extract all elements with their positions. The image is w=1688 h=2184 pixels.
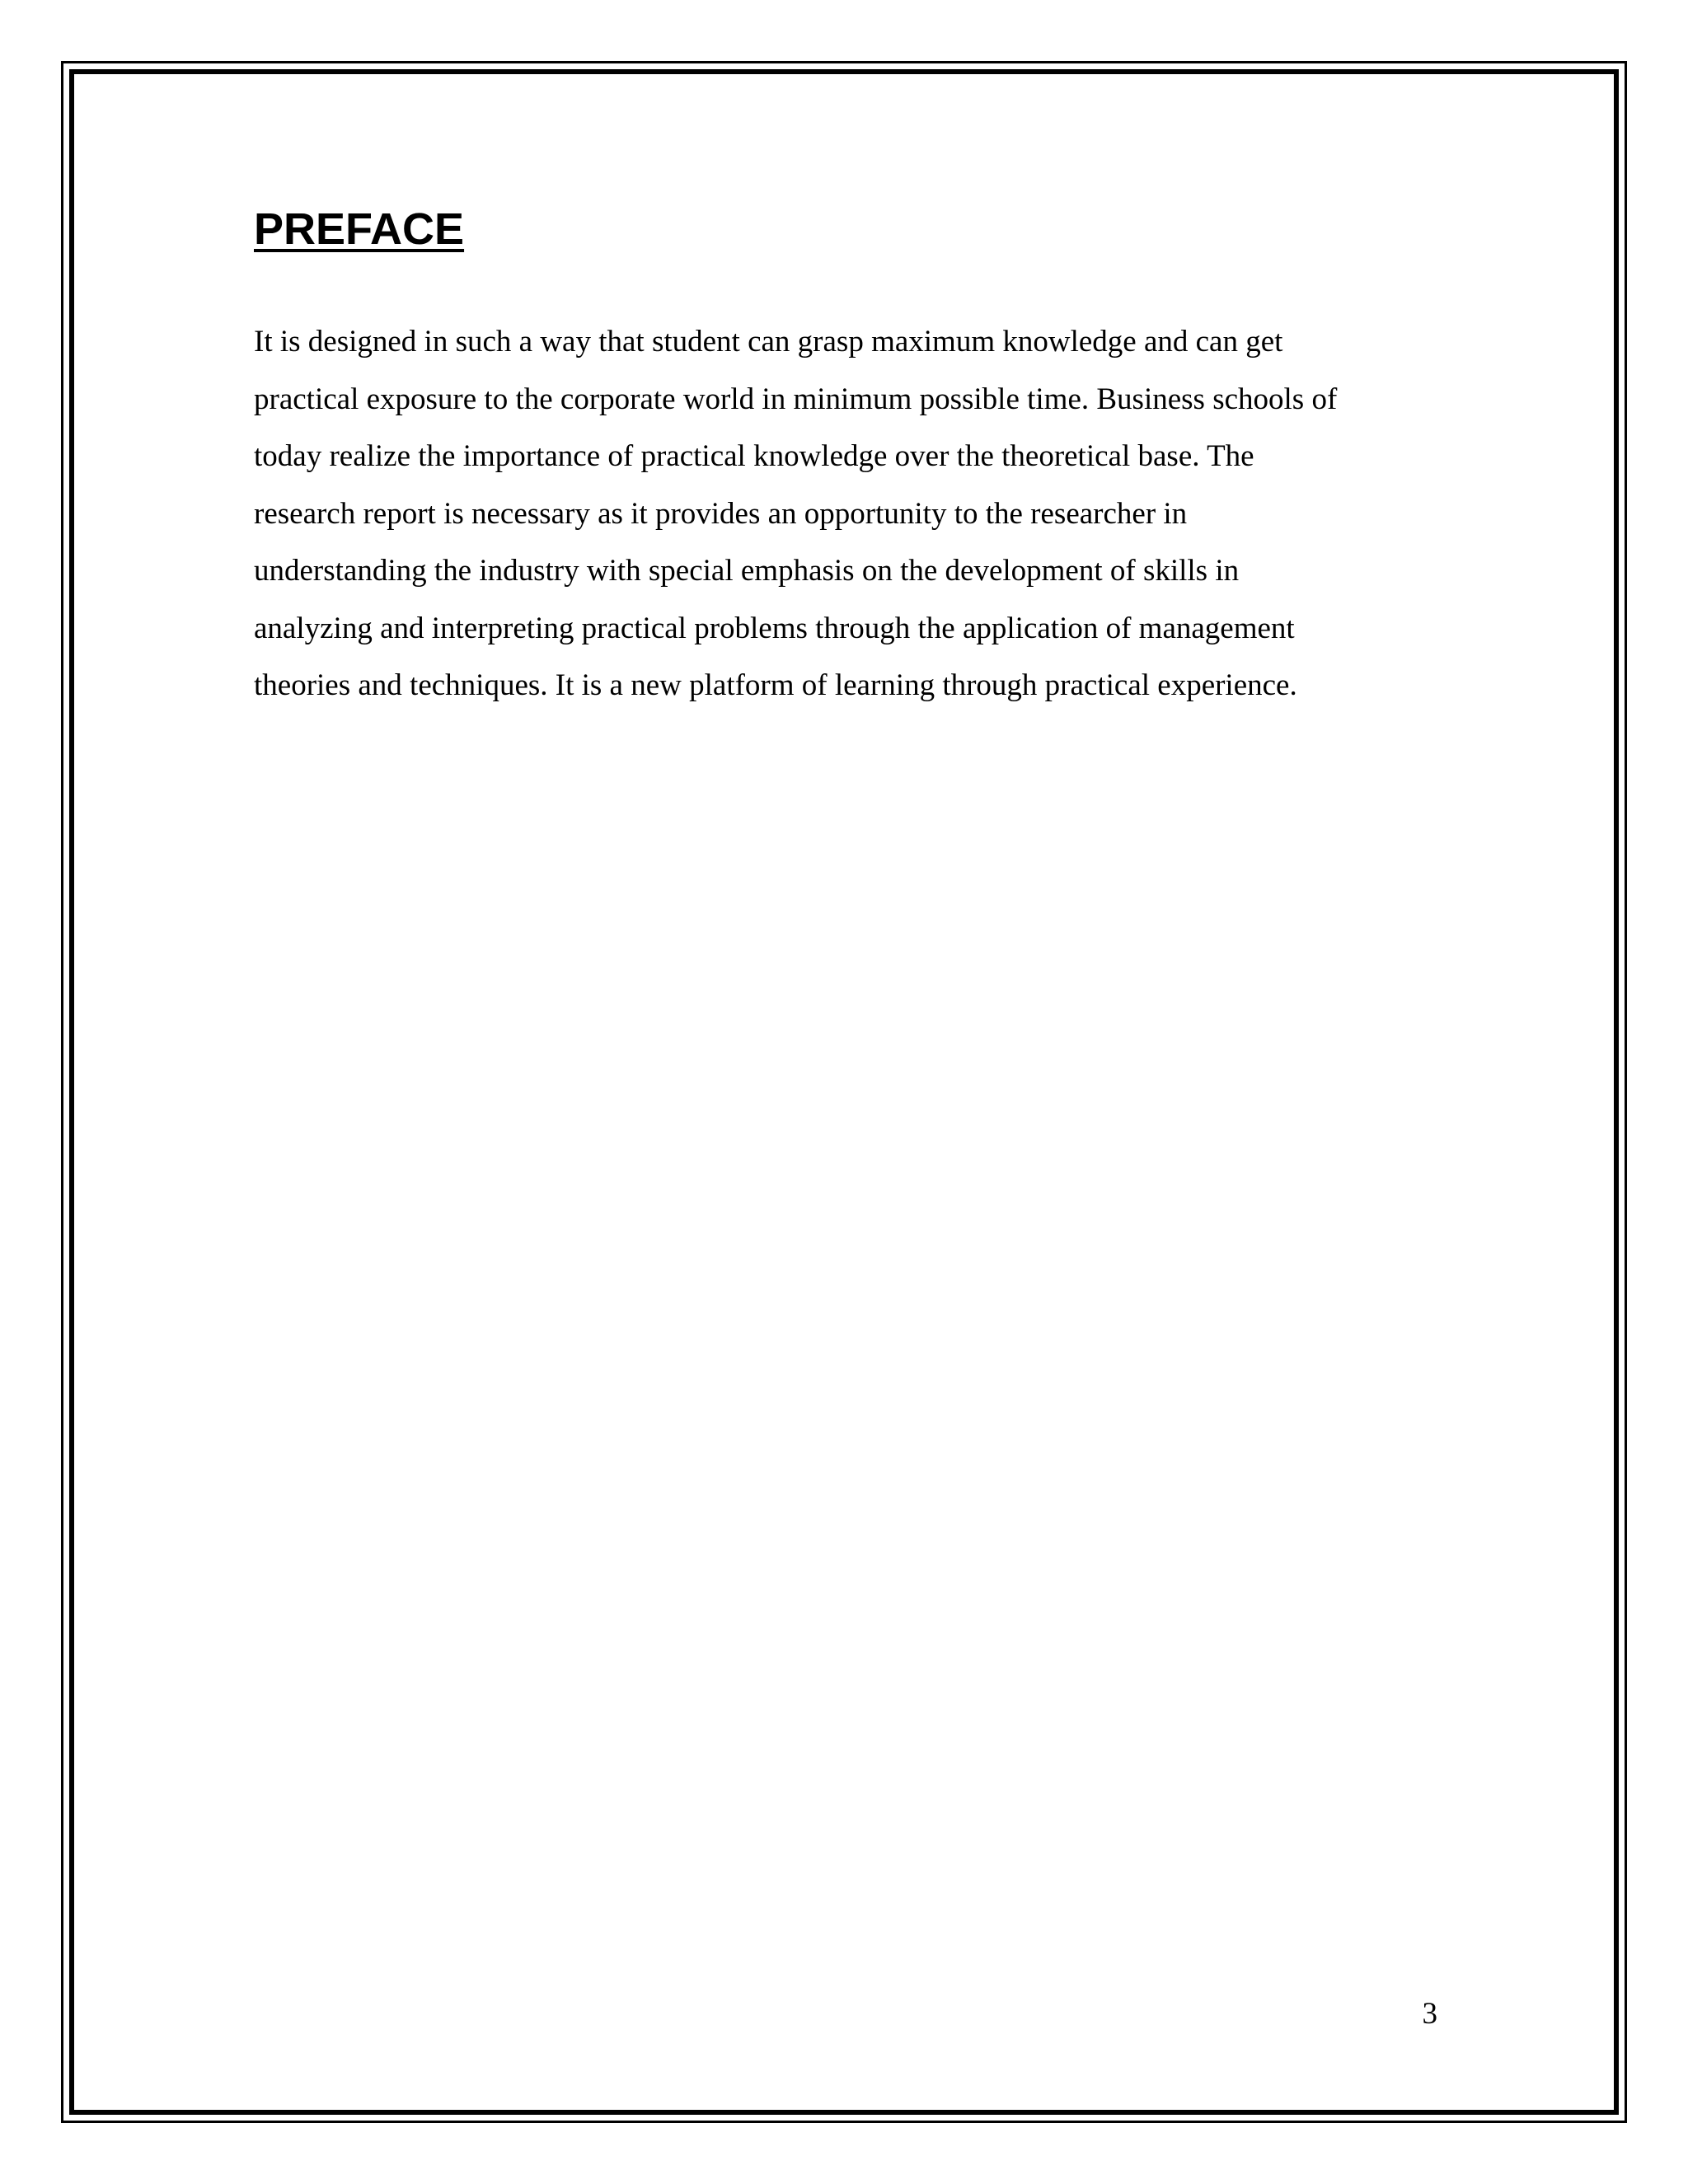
paragraph-line: today realize the importance of practical knowledge over the theoretical base. The <box>254 439 1254 473</box>
paragraph-line: understanding the industry with special emphasis on the development of skills in <box>254 554 1240 588</box>
preface-paragraph <box>254 313 1457 715</box>
page-title: PREFACE <box>254 204 465 254</box>
paragraph-line: analyzing and interpreting practical problems through the application of management <box>254 611 1295 645</box>
paragraph-line: practical exposure to the corporate world in minimum possible time. Business schools of <box>254 382 1338 416</box>
paragraph-line: research report is necessary as it provides an opportunity to the researcher in <box>254 496 1188 531</box>
paragraph-line: It is designed in such a way that student can grasp maximum knowledge and can get <box>254 325 1283 359</box>
page-number: 3 <box>1422 1997 1437 2031</box>
paragraph-line: theories and techniques. It is a new platform of learning through practical experience. <box>254 668 1297 702</box>
